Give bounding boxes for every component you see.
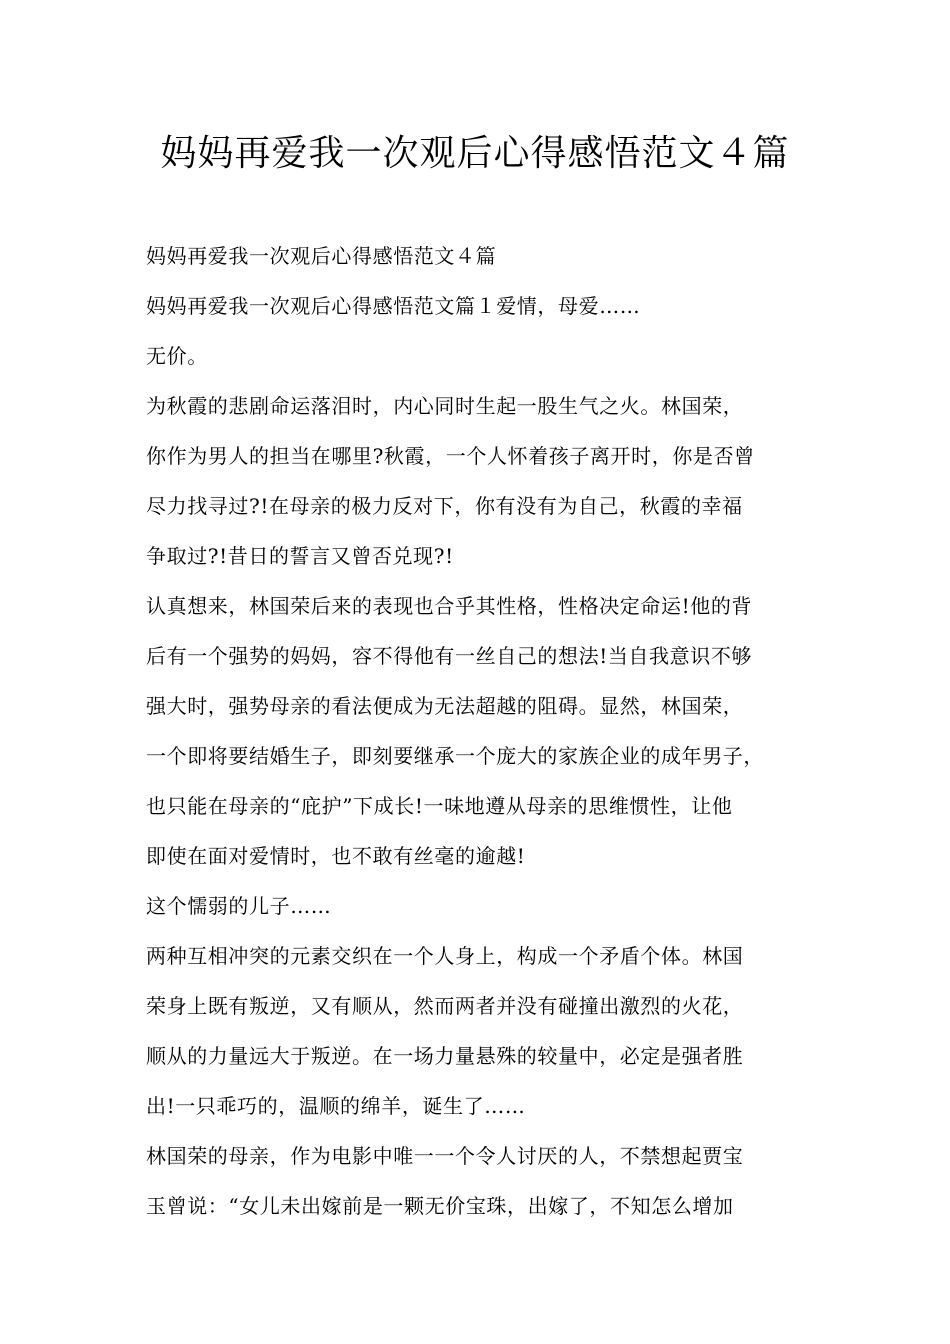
body-line: 两种互相冲突的元素交织在一个人身上，构成一个矛盾个体。林国 <box>146 944 744 968</box>
body-line: 妈妈再爱我一次观后心得感悟范文篇１爱情，母爱…… <box>146 294 641 318</box>
body-line: 一个即将要结婚生子，即刻要继承一个庞大的家族企业的成年男子， <box>146 744 764 768</box>
body-line: 你作为男人的担当在哪里?秋霞，一个人怀着孩子离开时，你是否曾 <box>146 444 755 468</box>
body-line: 这个懦弱的儿子…… <box>146 894 332 918</box>
body-line: 为秋霞的悲剧命运落泪时，内心同时生起一股生气之火。林国荣， <box>146 394 744 418</box>
body-line: 顺从的力量远大于叛逆。在一场力量悬殊的较量中，必定是强者胜 <box>146 1044 744 1068</box>
body-line: 林国荣的母亲，作为电影中唯一一个令人讨厌的人，不禁想起贾宝 <box>146 1144 744 1168</box>
document-body <box>146 231 826 1231</box>
body-line: 即使在面对爱情时，也不敢有丝毫的逾越! <box>146 844 526 868</box>
body-line: 认真想来，林国荣后来的表现也合乎其性格，性格决定命运!他的背 <box>146 594 753 618</box>
document-title: 妈妈再爱我一次观后心得感悟范文４篇 <box>160 133 790 174</box>
body-line: 后有一个强势的妈妈，容不得他有一丝自己的想法!当自我意识不够 <box>146 644 753 668</box>
body-line: 也只能在母亲的“庇护”下成长!一味地遵从母亲的思维惯性，让他 <box>146 794 733 818</box>
body-line: 强大时，强势母亲的看法便成为无法超越的阻碍。显然，林国荣， <box>146 694 744 718</box>
body-line: 尽力找寻过?!在母亲的极力反对下，你有没有为自己，秋霞的幸福 <box>146 494 743 518</box>
body-line: 出!一只乖巧的，温顺的绵羊，诞生了…… <box>146 1094 526 1118</box>
body-line: 妈妈再爱我一次观后心得感悟范文４篇 <box>146 244 497 268</box>
body-line: 玉曾说：“女儿未出嫁前是一颗无价宝珠，出嫁了，不知怎么增加 <box>146 1194 734 1218</box>
body-line: 无价。 <box>146 344 208 368</box>
body-line: 争取过?!昔日的誓言又曾否兑现?! <box>146 544 454 568</box>
body-line: 荣身上既有叛逆，又有顺从，然而两者并没有碰撞出激烈的火花， <box>146 994 744 1018</box>
